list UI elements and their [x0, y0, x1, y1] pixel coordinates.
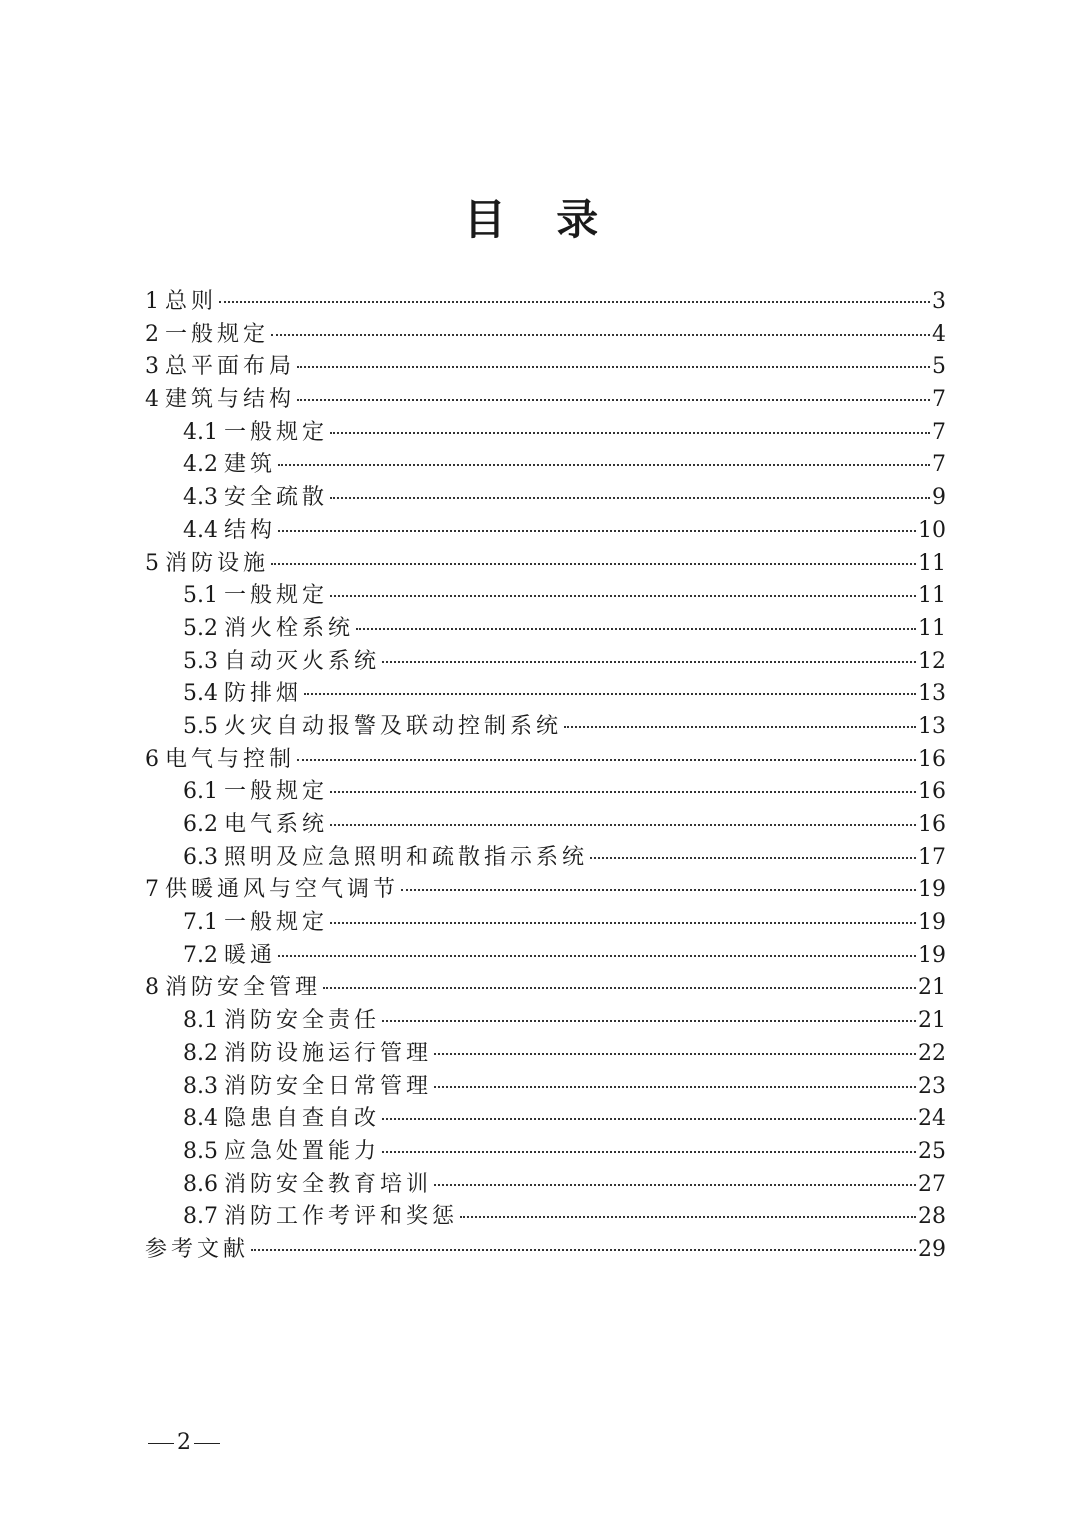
- toc-entry[interactable]: [145, 351, 946, 384]
- toc-entry-page: 11: [918, 550, 946, 576]
- toc-entry-page: 10: [918, 517, 946, 543]
- toc-entry-label: [145, 972, 321, 1004]
- toc-entry-page: 17: [918, 844, 946, 870]
- footer-dash-left: [148, 1443, 174, 1444]
- toc-entry-text: 安全疏散: [224, 485, 329, 511]
- toc-entry-text: 一般规定: [224, 583, 329, 609]
- toc-entry-text: 建筑: [224, 452, 277, 478]
- toc-entry-label: [183, 907, 328, 939]
- toc-entry-number: 5.1: [183, 583, 218, 609]
- toc-entry-page: 13: [918, 713, 946, 739]
- toc-entry-page: 16: [918, 746, 946, 772]
- toc-entry-number: 6.1: [183, 779, 218, 805]
- toc-entry[interactable]: [145, 842, 946, 875]
- toc-leader-dots: [297, 759, 916, 761]
- toc-entry-text: 消火栓系统: [224, 615, 355, 641]
- page-title: 目 录: [463, 195, 617, 244]
- toc-leader-dots: [330, 432, 930, 434]
- toc-entry-text: 消防安全日常管理: [224, 1073, 433, 1099]
- toc-entry-label: [183, 842, 588, 874]
- toc-entry[interactable]: [145, 515, 946, 548]
- toc-entry[interactable]: [145, 1169, 946, 1202]
- toc-entry[interactable]: [145, 907, 946, 940]
- toc-entry-label: [145, 384, 295, 416]
- toc-leader-dots: [297, 366, 930, 368]
- toc-entry-number: 7.2: [183, 942, 218, 968]
- toc-leader-dots: [356, 628, 916, 630]
- toc-entry-text: 火灾自动报警及联动控制系统: [224, 713, 563, 739]
- toc-entry[interactable]: [145, 646, 946, 679]
- footer-page-number: 2: [177, 1430, 191, 1455]
- toc-entry-number: 5: [145, 550, 159, 576]
- toc-entry-label: [183, 515, 276, 547]
- toc-leader-dots: [330, 497, 930, 499]
- toc-entry-number: 6: [145, 746, 159, 772]
- toc-entry-number: 8.7: [183, 1204, 218, 1230]
- toc-entry-label: [183, 1103, 380, 1135]
- toc-entry-label: [183, 580, 328, 612]
- toc-entry[interactable]: [145, 1136, 946, 1169]
- toc-leader-dots: [330, 791, 916, 793]
- toc-entry[interactable]: [145, 384, 946, 417]
- toc-entry-number: 8: [145, 975, 159, 1001]
- toc-entry-page: 19: [918, 942, 946, 968]
- toc-leader-dots: [297, 399, 930, 401]
- toc-entry-number: 5.5: [183, 713, 218, 739]
- toc-entry[interactable]: [145, 1071, 946, 1104]
- toc-entry[interactable]: [145, 678, 946, 711]
- toc-leader-dots: [278, 530, 916, 532]
- toc-entry-text: 隐患自查自改: [224, 1106, 381, 1132]
- toc-entry-label: [145, 548, 269, 580]
- toc-leader-dots: [564, 726, 916, 728]
- toc-entry[interactable]: [145, 809, 946, 842]
- toc-entry-text: 电气系统: [224, 812, 329, 837]
- toc-entry-label: [183, 1136, 380, 1168]
- toc-entry-page: 13: [918, 681, 946, 707]
- toc-entry[interactable]: [145, 286, 946, 319]
- toc-leader-dots: [278, 464, 930, 466]
- toc-entry-text: 消防安全责任: [224, 1008, 381, 1034]
- toc-entry-page: 22: [918, 1040, 946, 1066]
- toc-entry-page: 28: [918, 1204, 946, 1230]
- toc-entry-number: 5.3: [183, 648, 218, 674]
- toc-entry-text: 消防设施运行管理: [224, 1040, 433, 1066]
- toc-entry-number: 8.4: [183, 1106, 218, 1132]
- toc-entry[interactable]: [145, 972, 946, 1005]
- table-of-contents: [145, 286, 946, 1267]
- toc-entry-page: 21: [918, 975, 946, 1001]
- toc-entry-page: 11: [918, 583, 946, 609]
- toc-entry-number: 1: [145, 289, 159, 314]
- toc-entry-number: 6.3: [183, 844, 218, 870]
- toc-entry[interactable]: [145, 319, 946, 352]
- toc-entry-number: 8.3: [183, 1073, 218, 1099]
- toc-entry-label: [183, 417, 328, 449]
- toc-entry[interactable]: [145, 874, 946, 907]
- toc-entry-page: 27: [918, 1171, 946, 1197]
- toc-entry-text: 消防安全教育培训: [224, 1171, 433, 1197]
- toc-entry[interactable]: [145, 417, 946, 450]
- footer-dash-right: [194, 1443, 220, 1444]
- toc-leader-dots: [330, 595, 916, 597]
- toc-entry-page: 16: [918, 812, 946, 837]
- toc-leader-dots: [271, 563, 916, 565]
- toc-entry[interactable]: [145, 1038, 946, 1071]
- toc-entry-label: [183, 940, 276, 972]
- toc-entry-page: 19: [918, 910, 946, 936]
- toc-leader-dots: [434, 1086, 916, 1088]
- toc-entry-text: 参考文献: [145, 1236, 250, 1262]
- toc-entry[interactable]: [145, 711, 946, 744]
- toc-entry-label: [183, 449, 276, 481]
- toc-leader-dots: [401, 889, 916, 891]
- toc-entry-label: [183, 1071, 432, 1103]
- toc-entry-text: 一般规定: [165, 321, 270, 347]
- toc-leader-dots: [382, 1118, 916, 1120]
- toc-entry-label: [183, 711, 562, 743]
- toc-entry-number: 4: [145, 387, 159, 413]
- toc-entry-page: 24: [918, 1106, 946, 1132]
- toc-leader-dots: [304, 693, 916, 695]
- toc-entry-number: 4.2: [183, 452, 218, 478]
- toc-entry-page: 7: [932, 419, 946, 445]
- toc-entry-label: [145, 874, 399, 906]
- toc-entry-number: 8.2: [183, 1040, 218, 1066]
- toc-leader-dots: [460, 1216, 916, 1218]
- toc-entry-text: 一般规定: [224, 779, 329, 805]
- toc-entry-text: 结构: [224, 517, 277, 543]
- toc-entry-number: 2: [145, 321, 159, 347]
- toc-entry-page: 9: [932, 485, 946, 511]
- toc-entry-number: 7: [145, 877, 159, 903]
- toc-entry-text: 防排烟: [224, 681, 303, 707]
- toc-entry-label: [145, 1234, 249, 1266]
- toc-entry-page: 19: [918, 877, 946, 903]
- toc-entry[interactable]: [145, 580, 946, 613]
- toc-entry-text: 建筑与结构: [165, 387, 296, 413]
- toc-entry-number: 5.2: [183, 615, 218, 641]
- toc-leader-dots: [278, 955, 916, 957]
- toc-entry-number: 8.5: [183, 1138, 218, 1164]
- toc-entry-number: 7.1: [183, 910, 218, 936]
- page-footer: [145, 1428, 223, 1458]
- toc-entry-page: 7: [932, 452, 946, 478]
- toc-entry-number: 8.6: [183, 1171, 218, 1197]
- toc-entry-page: 23: [918, 1073, 946, 1099]
- toc-entry-label: [145, 351, 295, 383]
- toc-entry-page: 7: [932, 387, 946, 413]
- toc-leader-dots: [271, 334, 930, 336]
- toc-entry-label: [183, 1005, 380, 1037]
- toc-entry-label: [183, 1169, 432, 1201]
- toc-entry-text: 照明及应急照明和疏散指示系统: [224, 844, 589, 870]
- toc-leader-dots: [382, 1151, 916, 1153]
- toc-leader-dots: [323, 987, 916, 989]
- toc-entry-text: 自动灭火系统: [224, 648, 381, 674]
- toc-leader-dots: [251, 1249, 916, 1251]
- toc-entry-text: 消防设施: [165, 550, 270, 576]
- toc-entry-text: 应急处置能力: [224, 1138, 381, 1164]
- toc-entry-page: 25: [918, 1138, 946, 1164]
- toc-entry-label: [183, 1038, 432, 1070]
- toc-entry-number: 4.3: [183, 485, 218, 511]
- toc-entry-page: 5: [932, 354, 946, 380]
- toc-leader-dots: [382, 1020, 916, 1022]
- toc-entry-text: 总平面布局: [165, 354, 296, 380]
- toc-entry-text: 一般规定: [224, 910, 329, 936]
- toc-entry[interactable]: [145, 613, 946, 646]
- toc-entry-label: [183, 613, 354, 645]
- toc-entry[interactable]: [145, 482, 946, 515]
- toc-entry-text: 消防安全管理: [165, 975, 322, 1001]
- toc-entry-number: 8.1: [183, 1008, 218, 1034]
- toc-entry-text: 供暖通风与空气调节: [165, 877, 400, 903]
- toc-entry-page: 29: [918, 1236, 946, 1262]
- toc-entry[interactable]: [145, 548, 946, 581]
- toc-entry-page: 3: [932, 289, 946, 314]
- toc-entry-label: [183, 678, 302, 710]
- toc-leader-dots: [330, 824, 916, 826]
- toc-entry-text: 一般规定: [224, 419, 329, 445]
- toc-entry-page: 21: [918, 1008, 946, 1034]
- toc-entry[interactable]: [145, 1201, 946, 1234]
- toc-entry-label: [183, 776, 328, 808]
- toc-entry-number: 6.2: [183, 812, 218, 837]
- toc-leader-dots: [219, 301, 930, 303]
- toc-entry-page: 11: [918, 615, 946, 641]
- toc-entry-page: 16: [918, 779, 946, 805]
- toc-entry-label: [183, 646, 380, 678]
- toc-leader-dots: [590, 857, 916, 859]
- toc-entry-text: 消防工作考评和奖惩: [224, 1204, 459, 1230]
- toc-leader-dots: [382, 661, 916, 663]
- toc-entry[interactable]: [145, 1103, 946, 1136]
- toc-entry-text: 电气与控制: [165, 746, 296, 772]
- toc-entry-number: 4.4: [183, 517, 218, 543]
- toc-entry-text: 暖通: [224, 942, 277, 968]
- toc-entry-label: [145, 286, 217, 318]
- toc-leader-dots: [434, 1184, 916, 1186]
- toc-entry[interactable]: [145, 1005, 946, 1038]
- toc-entry-label: [145, 744, 295, 776]
- toc-entry-number: 4.1: [183, 419, 218, 445]
- toc-entry-number: 3: [145, 354, 159, 380]
- toc-leader-dots: [434, 1053, 916, 1055]
- toc-entry-label: [145, 319, 269, 351]
- toc-entry-number: 5.4: [183, 681, 218, 707]
- toc-entry-page: 4: [932, 321, 946, 347]
- toc-entry[interactable]: [145, 940, 946, 973]
- toc-entry[interactable]: [145, 1234, 946, 1267]
- toc-entry[interactable]: [145, 744, 946, 777]
- toc-entry-text: 总则: [165, 289, 218, 314]
- toc-entry-label: [183, 809, 328, 841]
- toc-entry[interactable]: [145, 776, 946, 809]
- toc-entry-label: [183, 1201, 458, 1233]
- toc-entry[interactable]: [145, 449, 946, 482]
- toc-leader-dots: [330, 922, 916, 924]
- toc-entry-page: 12: [918, 648, 946, 674]
- toc-entry-label: [183, 482, 328, 514]
